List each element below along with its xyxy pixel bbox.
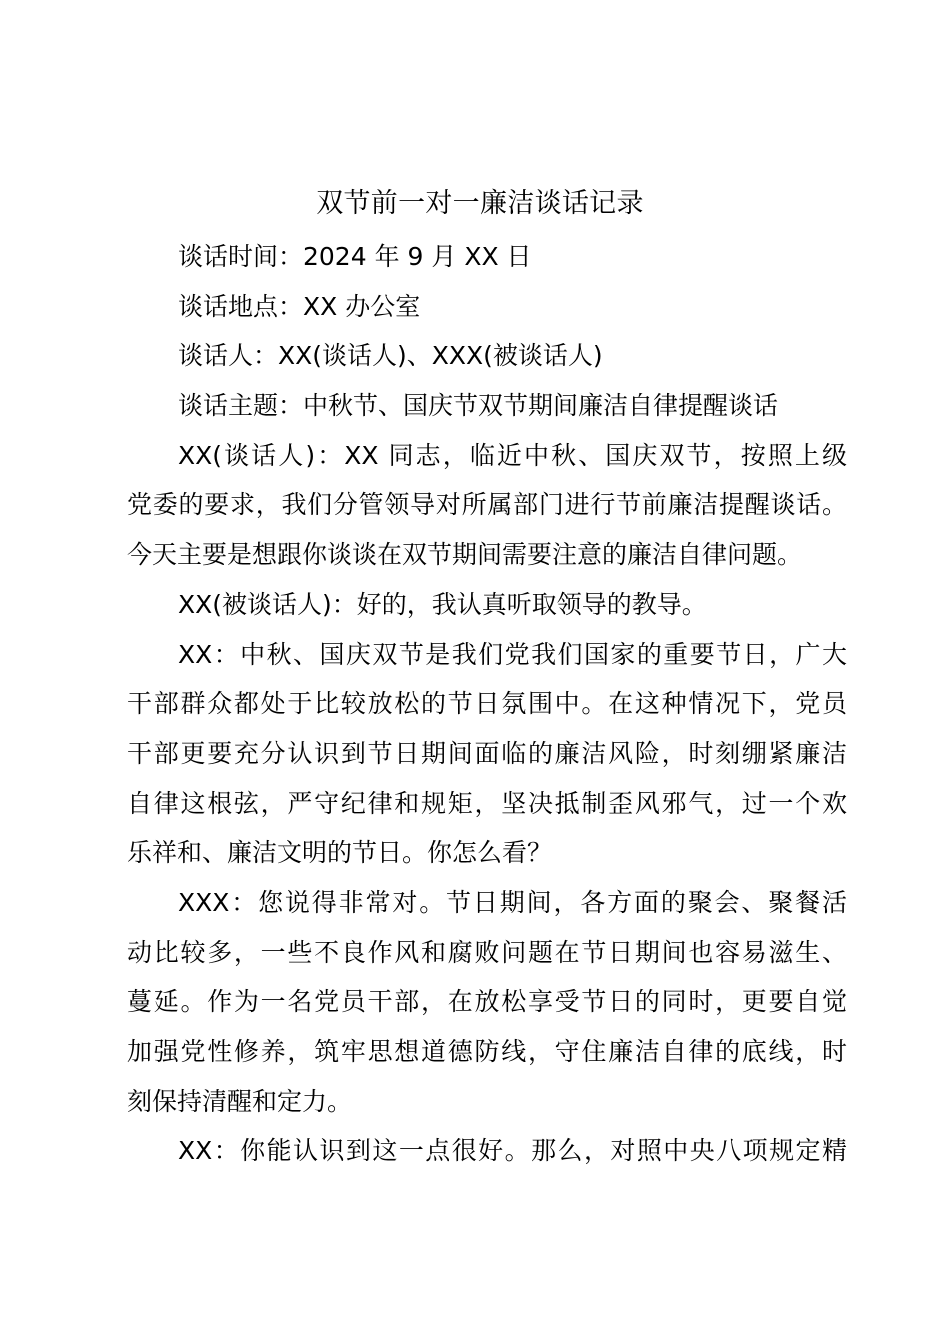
document-line: 自律这根弦，严守纪律和规矩，坚决抵制歪风邪气，过一个欢 [127,788,847,818]
document-line: 刻保持清醒和定力。 [127,1086,353,1116]
document-line: 动比较多，一些不良作风和腐败问题在节日期间也容易滋生、 [127,937,847,967]
document-line: XX：中秋、国庆双节是我们党我们国家的重要节日，广大 [178,639,847,669]
document-line: 谈话地点：XX 办公室 [178,291,421,321]
document-line: 干部更要充分认识到节日期间面临的廉洁风险，时刻绷紧廉洁 [127,738,847,768]
document-body [127,232,847,1176]
document-line: 谈话时间：2024 年 9 月 XX 日 [178,242,532,271]
document-line: 谈话人：XX(谈话人)、XXX(被谈话人) [178,341,603,371]
document-line: XX：你能认识到这一点很好。那么，对照中央八项规定精 [178,1136,847,1166]
document-line: XX(谈话人)：XX 同志，临近中秋、国庆双节，按照上级 [178,440,847,470]
document-line: XX(被谈话人)：好的，我认真听取领导的教导。 [178,589,707,619]
document-line: 干部群众都处于比较放松的节日氛围中。在这种情况下，党员 [127,689,847,719]
document-line: XXX：您说得非常对。节日期间，各方面的聚会、聚餐活 [178,887,847,917]
document-line: 谈话主题：中秋节、国庆节双节期间廉洁自律提醒谈话 [178,391,779,421]
document-line: 蔓延。作为一名党员干部，在放松享受节日的同时，更要自觉 [127,987,847,1017]
document-title: 双节前一对一廉洁谈话记录 [316,188,644,219]
document-line: 党委的要求，我们分管领导对所属部门进行节前廉洁提醒谈话。 [127,490,847,520]
document-line: 今天主要是想跟你谈谈在双节期间需要注意的廉洁自律问题。 [127,540,803,570]
document-line: 加强党性修养，筑牢思想道德防线，守住廉洁自律的底线，时 [127,1037,847,1066]
document-line: 乐祥和、廉洁文明的节日。你怎么看？ [127,838,553,868]
